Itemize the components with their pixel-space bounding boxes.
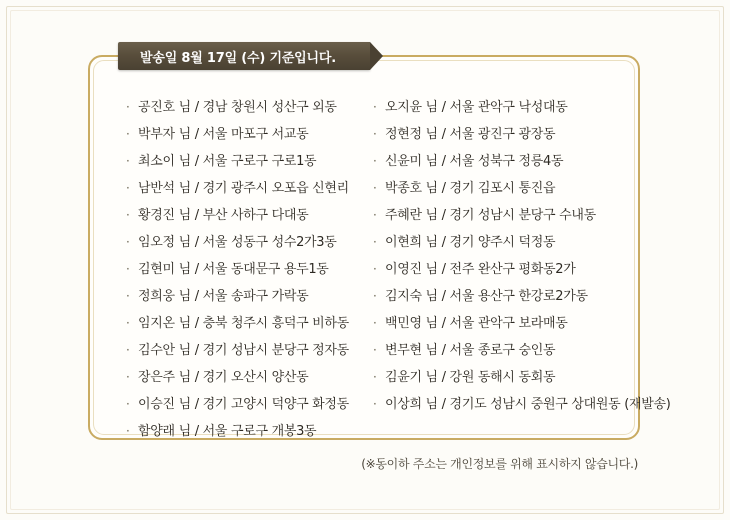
recipient-text: 정현정 님 / 서울 광진구 광장동 [384, 127, 556, 142]
bullet-icon: · [126, 262, 130, 276]
list-item [126, 207, 349, 224]
recipient-text: 장은주 님 / 경기 오산시 양산동 [138, 370, 309, 385]
bullet-icon: · [372, 154, 377, 168]
recipient-column-right [373, 99, 671, 450]
bullet-icon: · [126, 370, 130, 384]
list-item [126, 396, 349, 413]
recipient-text: 정희웅 님 / 서울 송파구 가락동 [138, 289, 309, 304]
bullet-icon: · [126, 343, 130, 357]
recipient-text: 최소이 님 / 서울 구로구 구로1동 [138, 154, 317, 169]
list-item [373, 261, 671, 278]
list-item [126, 261, 349, 278]
recipient-text: 오지윤 님 / 서울 관악구 낙성대동 [384, 100, 568, 115]
bullet-icon: · [372, 181, 377, 195]
list-item [126, 423, 349, 440]
bullet-icon: · [372, 208, 377, 222]
bullet-icon: · [126, 208, 130, 222]
privacy-footnote: (※동이하 주소는 개인정보를 위해 표시하지 않습니다.) [361, 457, 638, 471]
recipient-text: 이승진 님 / 경기 고양시 덕양구 화정동 [138, 397, 349, 412]
list-item [373, 342, 671, 359]
bullet-icon: · [126, 181, 130, 195]
recipient-text: 신윤미 님 / 서울 성북구 정릉4동 [384, 154, 564, 169]
list-item [373, 369, 671, 386]
list-item [373, 315, 671, 332]
recipient-text: 김윤기 님 / 강원 동해시 동회동 [384, 370, 556, 385]
recipient-text: 임지온 님 / 충북 청주시 흥덕구 비하동 [138, 316, 349, 331]
recipient-text: 백민영 님 / 서울 관악구 보라매동 [384, 316, 568, 331]
bullet-icon: · [372, 343, 377, 357]
list-item [373, 234, 671, 251]
list-item [373, 126, 671, 143]
recipient-text: 김지숙 님 / 서울 용산구 한강로2가동 [384, 289, 588, 304]
bullet-icon: · [372, 289, 377, 303]
bullet-icon: · [126, 316, 130, 330]
recipient-text: 남반석 님 / 경기 광주시 오포읍 신현리 [138, 181, 349, 196]
list-item [126, 342, 349, 359]
recipient-text: 임오정 님 / 서울 성동구 성수2가3동 [138, 235, 337, 250]
list-item [126, 126, 349, 143]
recipient-text: 주혜란 님 / 경기 성남시 분당구 수내동 [384, 208, 596, 223]
list-item [126, 99, 349, 116]
list-item [126, 180, 349, 197]
list-item [373, 99, 671, 116]
recipient-text: 변무현 님 / 서울 종로구 숭인동 [384, 343, 556, 358]
list-item [373, 288, 671, 305]
recipient-text: 함양래 님 / 서울 구로구 개봉3동 [138, 424, 317, 439]
bullet-icon: · [126, 235, 130, 249]
recipient-text: 이상희 님 / 경기도 성남시 중원구 상대원동 (재발송) [384, 397, 671, 412]
recipient-text: 이현희 님 / 경기 양주시 덕정동 [384, 235, 556, 250]
recipient-text: 김현미 님 / 서울 동대문구 용두1동 [138, 262, 329, 277]
list-item [373, 396, 671, 413]
bullet-icon: · [126, 154, 130, 168]
recipient-text: 박종호 님 / 경기 김포시 통진읍 [384, 181, 556, 196]
list-item [373, 207, 671, 224]
bullet-icon: · [372, 235, 377, 249]
bullet-icon: · [372, 316, 377, 330]
bullet-icon: · [126, 424, 130, 438]
bullet-icon: · [126, 289, 130, 303]
bullet-icon: · [126, 397, 130, 411]
recipient-column-left [126, 99, 349, 450]
list-item [126, 234, 349, 251]
bullet-icon: · [372, 100, 377, 114]
list-item [126, 288, 349, 305]
recipient-columns [126, 99, 671, 450]
list-item [126, 369, 349, 386]
bullet-icon: · [372, 370, 377, 384]
bullet-icon: · [372, 127, 377, 141]
recipient-text: 박부자 님 / 서울 마포구 서교동 [138, 127, 309, 142]
recipient-text: 김수안 님 / 경기 성남시 분당구 정자동 [138, 343, 349, 358]
list-item [373, 153, 671, 170]
list-item [373, 180, 671, 197]
recipient-text: 공진호 님 / 경남 창원시 성산구 외동 [138, 100, 337, 115]
bullet-icon: · [372, 262, 377, 276]
recipient-list-panel [88, 55, 671, 440]
list-item [126, 153, 349, 170]
list-item [126, 315, 349, 332]
recipient-text: 이영진 님 / 전주 완산구 평화동2가 [384, 262, 576, 277]
bullet-icon: · [126, 100, 130, 114]
bullet-icon: · [372, 397, 377, 411]
banner-date-label: 발송일 8월 17일 (수) 기준입니다. [118, 42, 370, 70]
bullet-icon: · [126, 127, 130, 141]
recipient-text: 황경진 님 / 부산 사하구 다대동 [138, 208, 309, 223]
